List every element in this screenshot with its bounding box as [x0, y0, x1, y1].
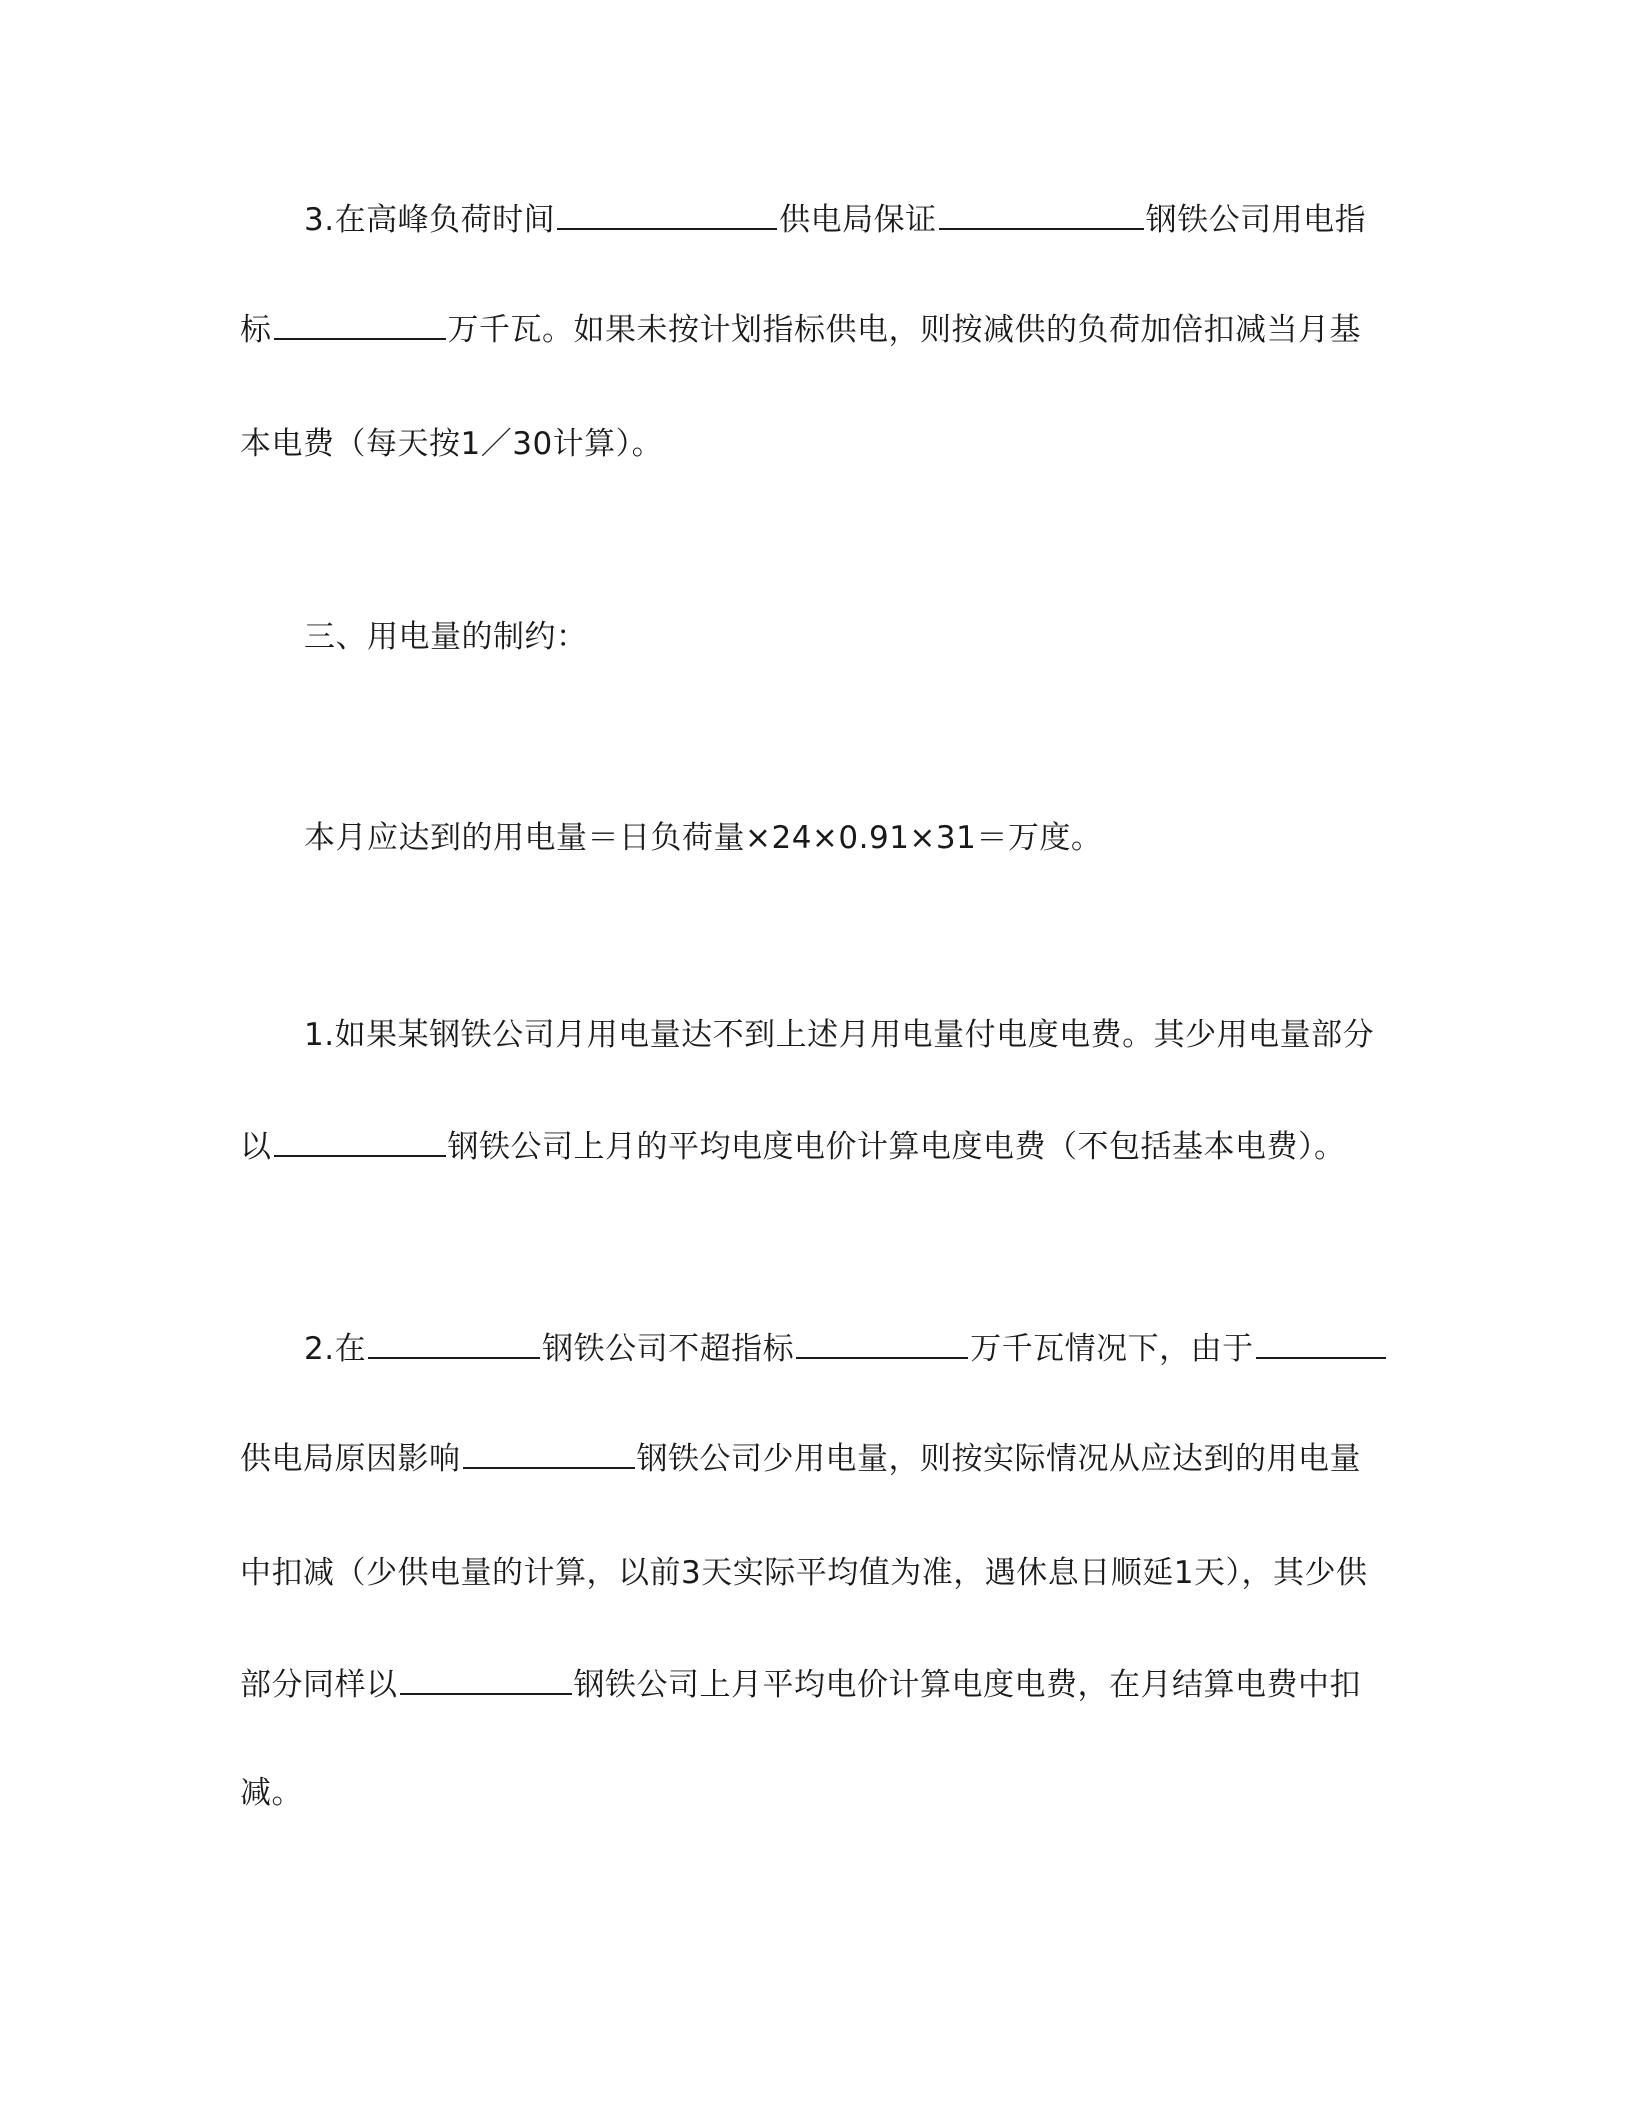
fill-in-blank[interactable]: [274, 1125, 446, 1157]
fill-in-blank[interactable]: [274, 308, 446, 340]
clause-3-text-a: 3.在高峰负荷时间: [304, 202, 556, 238]
item-1-text-a: 1.如果某钢铁公司月用电量达不到上述月用电量付电度电费。其少用电量部分: [304, 1017, 1375, 1053]
clause-3-text-b: 供电局保证: [779, 202, 937, 238]
item-2-line-2: [240, 1437, 1361, 1479]
item-2-text-c: 万千瓦情况下，由于: [970, 1331, 1254, 1367]
fill-in-blank[interactable]: [796, 1327, 968, 1359]
formula-text: 本月应达到的用电量＝日负荷量×24×0.91×31＝万度。: [304, 820, 1103, 856]
clause-3-text-e: 万千瓦。如果未按计划指标供电，则按减供的负荷加倍扣减当月基: [447, 312, 1361, 348]
item-2-line-3: [240, 1553, 1367, 1593]
item-2-text-i: 减。: [240, 1775, 303, 1811]
item-2-line-5: [240, 1773, 303, 1813]
section-heading-text: 三、用电量的制约：: [304, 619, 588, 655]
item-2-text-e: 钢铁公司少用电量，则按实际情况从应达到的用电量: [636, 1441, 1361, 1477]
clause-3-text-c: 钢铁公司用电指: [1145, 202, 1367, 238]
fill-in-blank[interactable]: [400, 1663, 572, 1695]
fill-in-blank[interactable]: [463, 1437, 635, 1469]
clause-3-text-d: 标: [240, 312, 272, 348]
item-1-text-b: 以: [240, 1129, 272, 1165]
fill-in-blank[interactable]: [368, 1327, 540, 1359]
item-1-line-2: [240, 1125, 1346, 1167]
item-1-text-c: 钢铁公司上月的平均电度电价计算电度电费（不包括基本电费）。: [447, 1129, 1346, 1165]
clause-3-line-1: [304, 198, 1366, 240]
clause-3-line-3: [240, 424, 663, 464]
item-2-line-4: [240, 1663, 1361, 1705]
item-2-line-1: [304, 1327, 1388, 1369]
item-2-text-d: 供电局原因影响: [240, 1441, 461, 1477]
fill-in-blank[interactable]: [1256, 1327, 1386, 1359]
item-2-text-b: 钢铁公司不超指标: [542, 1331, 795, 1367]
formula-line: [304, 818, 1102, 858]
fill-in-blank[interactable]: [557, 198, 777, 230]
item-2-text-h: 钢铁公司上月平均电价计算电度电费，在月结算电费中扣: [573, 1667, 1361, 1703]
clause-3-text-f: 本电费（每天按1／30计算）。: [240, 426, 664, 462]
fill-in-blank[interactable]: [939, 198, 1144, 230]
clause-3-line-2: [240, 308, 1361, 350]
section-heading: [304, 617, 588, 657]
item-1-line-1: [304, 1015, 1374, 1055]
item-2-text-g: 部分同样以: [240, 1667, 398, 1703]
item-2-text-f: 中扣减（少供电量的计算，以前3天实际平均值为准，遇休息日顺延1天），其少供: [240, 1555, 1368, 1591]
item-2-text-a: 2.在: [304, 1331, 367, 1367]
